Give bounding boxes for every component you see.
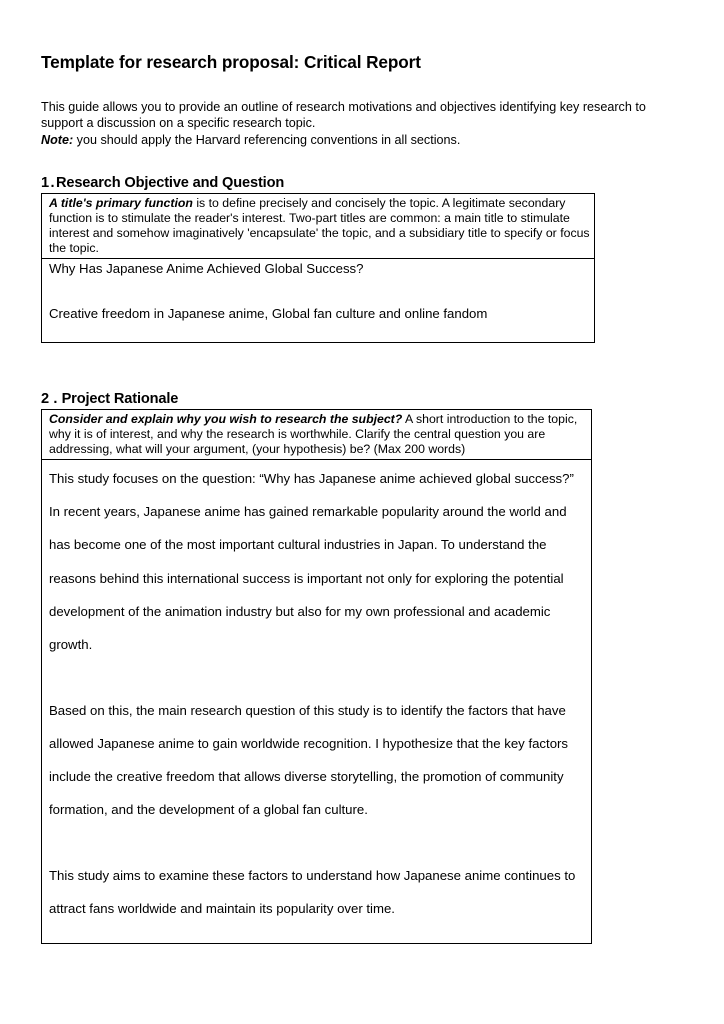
section-2-instruction-rest: A short introduction to the topic, why it is of interest, and why the research is worthwhile. Clarify the central question you are addressing, what will your argument, (your hypothesis) be? (Max 200 words) (49, 412, 578, 457)
section-1-instruction-lead: A title's primary function (49, 196, 193, 210)
section-1-answer-cell[interactable] (42, 259, 594, 342)
section-1-instruction-rest: is to define precisely and concisely the topic. A legitimate secondary function is to stimulate the reader's interest. Two-part titles are common: a main title to stimulate interest and somehow imaginatively 'encapsulate' the topic, and a subsidiary title to specify or focus the topic. (49, 196, 590, 256)
section-1-number: 1. (41, 175, 56, 191)
section-2-heading-text (41, 391, 178, 408)
section-1-title: Research Objective and Question (55, 175, 285, 191)
section-2-answer-paragraph-1: This study focuses on the question: “Why has Japanese anime achieved global success?” In recent years, Japanese anime has gained remarkable popularity around the world and has become one of the most important cultural industries in Japan. To understand the reasons behind this international success is important not only for exploring the potential development of the animation industry but also for my own professional and academic growth. (49, 471, 574, 652)
section-2-answer-row[interactable] (42, 460, 591, 928)
section-1-answer-row[interactable] (42, 259, 594, 342)
document-header-block (41, 52, 683, 154)
section-2-answer-paragraph-3: This study aims to examine these factors to understand how Japanese anime continues to attract fans worldwide and maintain its popularity over time. (49, 868, 576, 917)
section-2-instruction-lead: Consider and explain why you wish to research the subject? (49, 412, 403, 426)
section-2-heading (41, 391, 178, 408)
section-1-instruction-row (42, 194, 594, 259)
section-1-heading (41, 175, 284, 192)
answer-blank-line (49, 277, 590, 306)
intro-paragraph (41, 99, 676, 148)
note-label: Note: (41, 132, 74, 147)
note-text: you should apply the Harvard referencing conventions in all sections. (73, 132, 461, 147)
section-2-answer-paragraph-2: Based on this, the main research question of this study is to identify the factors that have allowed Japanese anime to gain worldwide recognition. I hypothesize that the key factors include the creative freedom that allows diverse storytelling, the promotion of community formation, and the development of a global fan culture. (49, 702, 569, 818)
section-1-answer-line-2: Creative freedom in Japanese anime, Global fan culture and online fandom (49, 306, 488, 322)
section-2-title: Project Rationale (61, 391, 179, 407)
section-1-answer-line-1: Why Has Japanese Anime Achieved Global Success? (49, 261, 364, 277)
answer-blank-line (49, 826, 587, 859)
intro-line-1: This guide allows you to provide an outline of research motivations and objectives identifying key research to support a discussion on a specific research topic. (41, 100, 646, 131)
section-2-number: 2. (41, 391, 62, 407)
section-1-instruction-cell (42, 194, 594, 258)
section-2-instruction-cell (42, 410, 591, 459)
answer-blank-line (49, 661, 587, 694)
section-2-instruction-row (42, 410, 591, 460)
section-2-table (41, 409, 592, 944)
section-1-heading-text (41, 175, 284, 192)
section-1-table (41, 193, 595, 343)
page-title: Template for research proposal: Critical Report (41, 52, 421, 72)
section-2-answer-cell[interactable] (42, 460, 591, 927)
